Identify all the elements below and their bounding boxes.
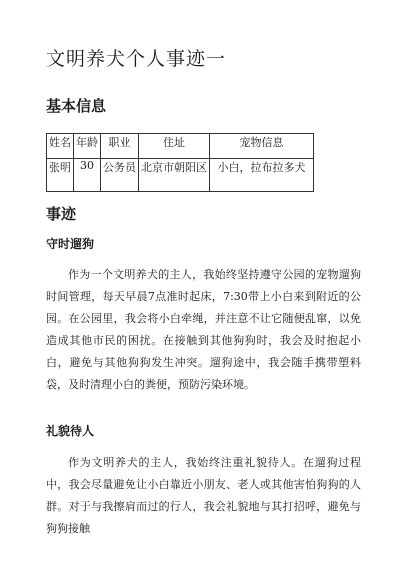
cell-occupation: 公务员 <box>101 159 139 192</box>
header-occupation: 职业 <box>101 134 139 159</box>
header-address: 住址 <box>139 134 210 159</box>
basic-info-heading: 基本信息 <box>46 97 107 115</box>
basic-info-table <box>46 133 314 192</box>
header-pet-info: 宠物信息 <box>210 134 314 159</box>
section-heading-courtesy: 礼貌待人 <box>46 424 95 438</box>
cell-pet-info: 小白，拉布拉多犬 <box>210 159 314 192</box>
header-age: 年龄 <box>74 134 101 159</box>
section-heading-punctual: 守时遛狗 <box>46 237 95 251</box>
section-text-courtesy: 作为文明养犬的主人，我始终注重礼貌待人。在遛狗过程中，我会尽量避免让小白靠近小朋友、老人或其他害怕狗狗的人群。对于与我擦肩而过的行人，我会礼貌地与其打招呼，避免与狗狗接触 <box>46 456 361 535</box>
table-row <box>47 159 314 192</box>
section-text-punctual: 作为一个文明养犬的主人，我始终坚持遵守公园的宠物遛狗时间管理，每天早晨7点准时起床，7:30带上小白来到附近的公园。在公园里，我会将小白牵绳，并注意不让它随便乱窜，以免造成其他市民的困扰。在接触到其他狗狗时，我会及时抱起小白，避免与其他狗狗发生冲突。遛狗途中，我会随手携带塑料袋，及时清理小白的粪便，预防污染环境。 <box>46 268 361 391</box>
header-name: 姓名 <box>47 134 74 159</box>
deeds-heading: 事迹 <box>46 205 77 223</box>
document-title: 文明养犬个人事迹一 <box>46 48 227 70</box>
cell-address: 北京市朝阳区 <box>139 159 210 192</box>
cell-name: 张明 <box>47 159 74 192</box>
table-header-row <box>47 134 314 159</box>
cell-age: 30 <box>74 159 101 192</box>
